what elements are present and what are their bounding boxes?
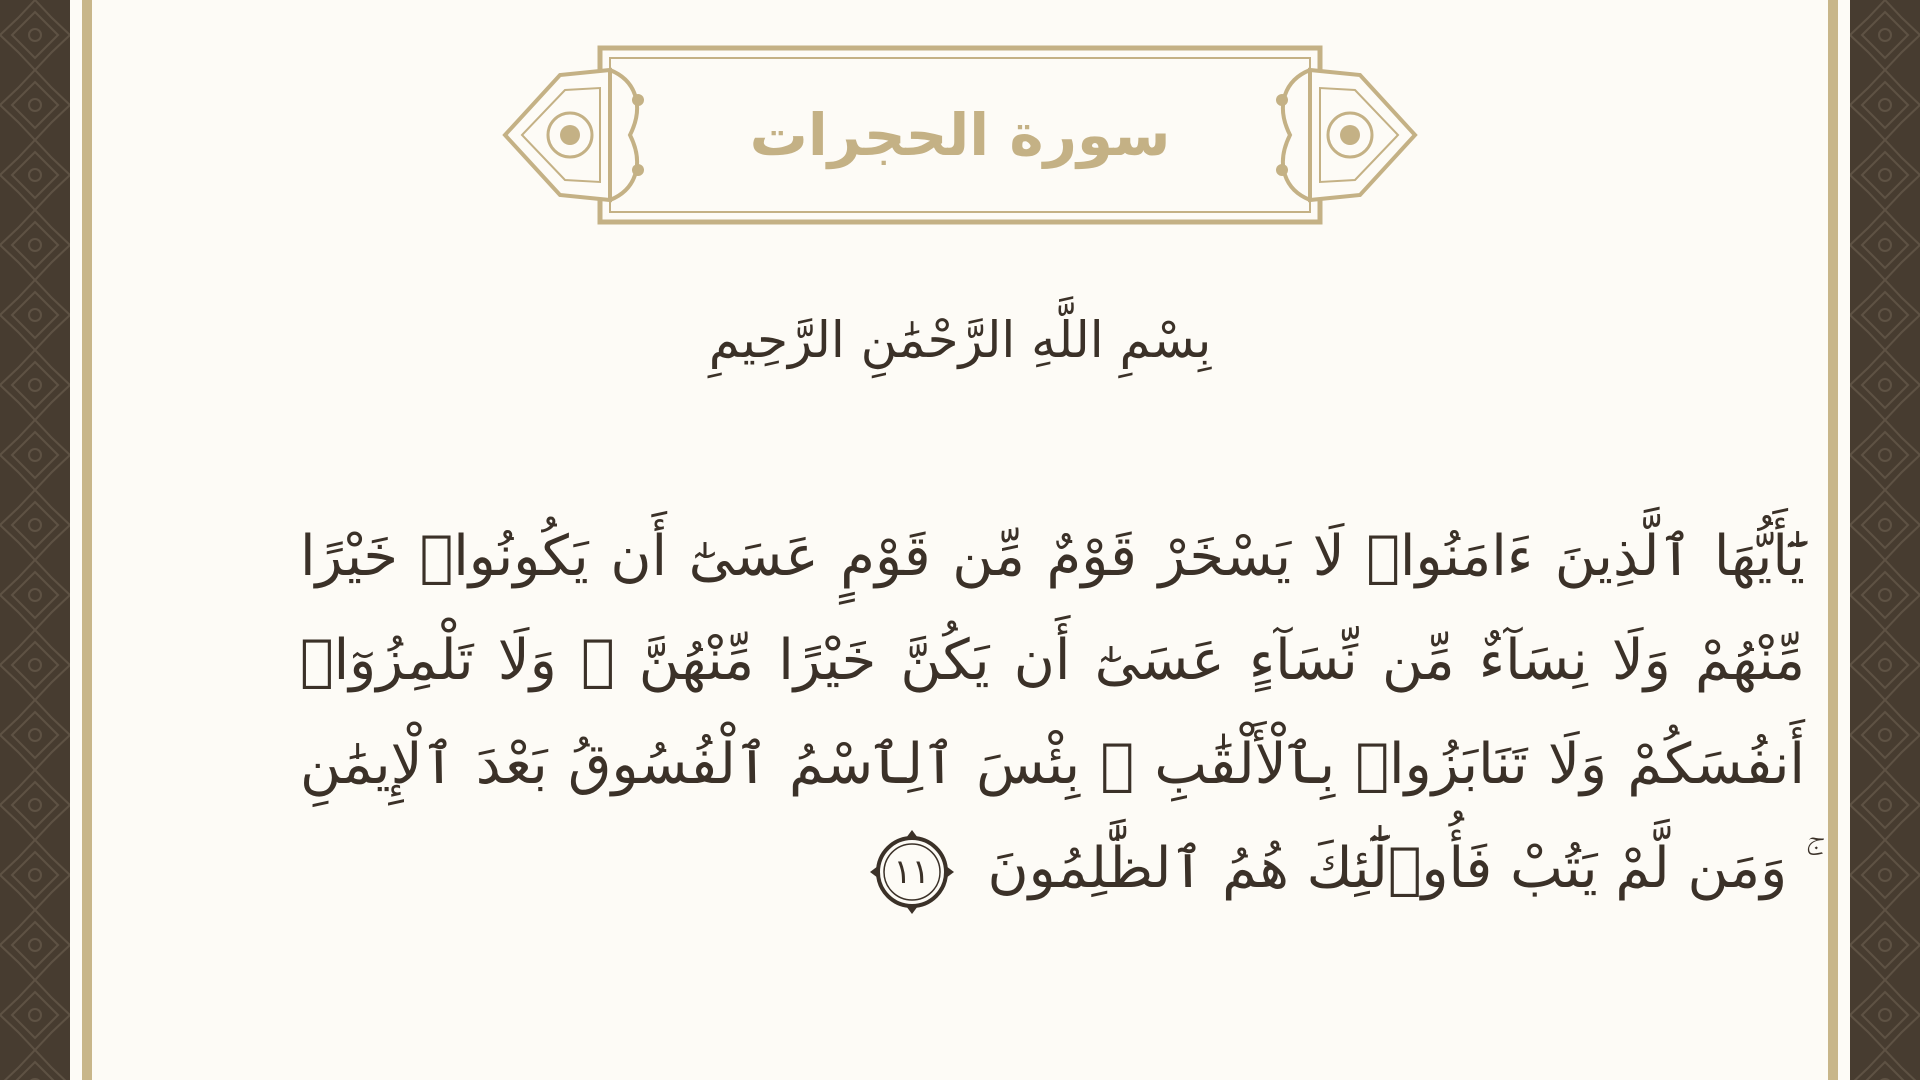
surah-title: سورة الحجرات: [749, 101, 1171, 169]
ayah-text: يَٰٓأَيُّهَا ٱلَّذِينَ ءَامَنُوا۟ لَا يَسْخَرْ قَوْمٌ مِّن قَوْمٍ عَسَىٰٓ أَن يَكُونُوا۟ خَيْرًا مِّنْهُمْ وَلَا نِسَآءٌ مِّن نِّسَآءٍ عَسَىٰٓ أَن يَكُنَّ خَيْرًا مِّنْهُنَّ ۖ وَلَا تَلْمِزُوٓا۟ أَنفُسَكُمْ وَلَا تَنَابَزُوا۟ بِٱلْأَلْقَٰبِ ۖ بِئْسَ ٱلِٱسْمُ ٱلْفُسُوقُ بَعْدَ ٱلْإِيمَٰنِ ۚ وَمَن لَّمْ يَتُبْ فَأُو۟لَٰٓئِكَ هُمُ ٱلظَّٰلِمُونَ: [300, 524, 1805, 901]
surah-header-frame: [500, 40, 1420, 230]
geometric-pattern-icon: [1850, 0, 1920, 1080]
ayah-number: ١١: [893, 851, 930, 892]
right-border-pattern: [1850, 0, 1920, 1080]
geometric-pattern-icon: [0, 0, 70, 1080]
ayah-text-block: [300, 505, 1805, 921]
ayah-end-marker: [868, 828, 956, 916]
left-gold-rule: [82, 0, 92, 1080]
left-border-pattern: [0, 0, 70, 1080]
basmala: بِسْمِ اللَّهِ الرَّحْمَٰنِ الرَّحِيمِ: [708, 311, 1212, 369]
right-gold-rule: [1828, 0, 1838, 1080]
